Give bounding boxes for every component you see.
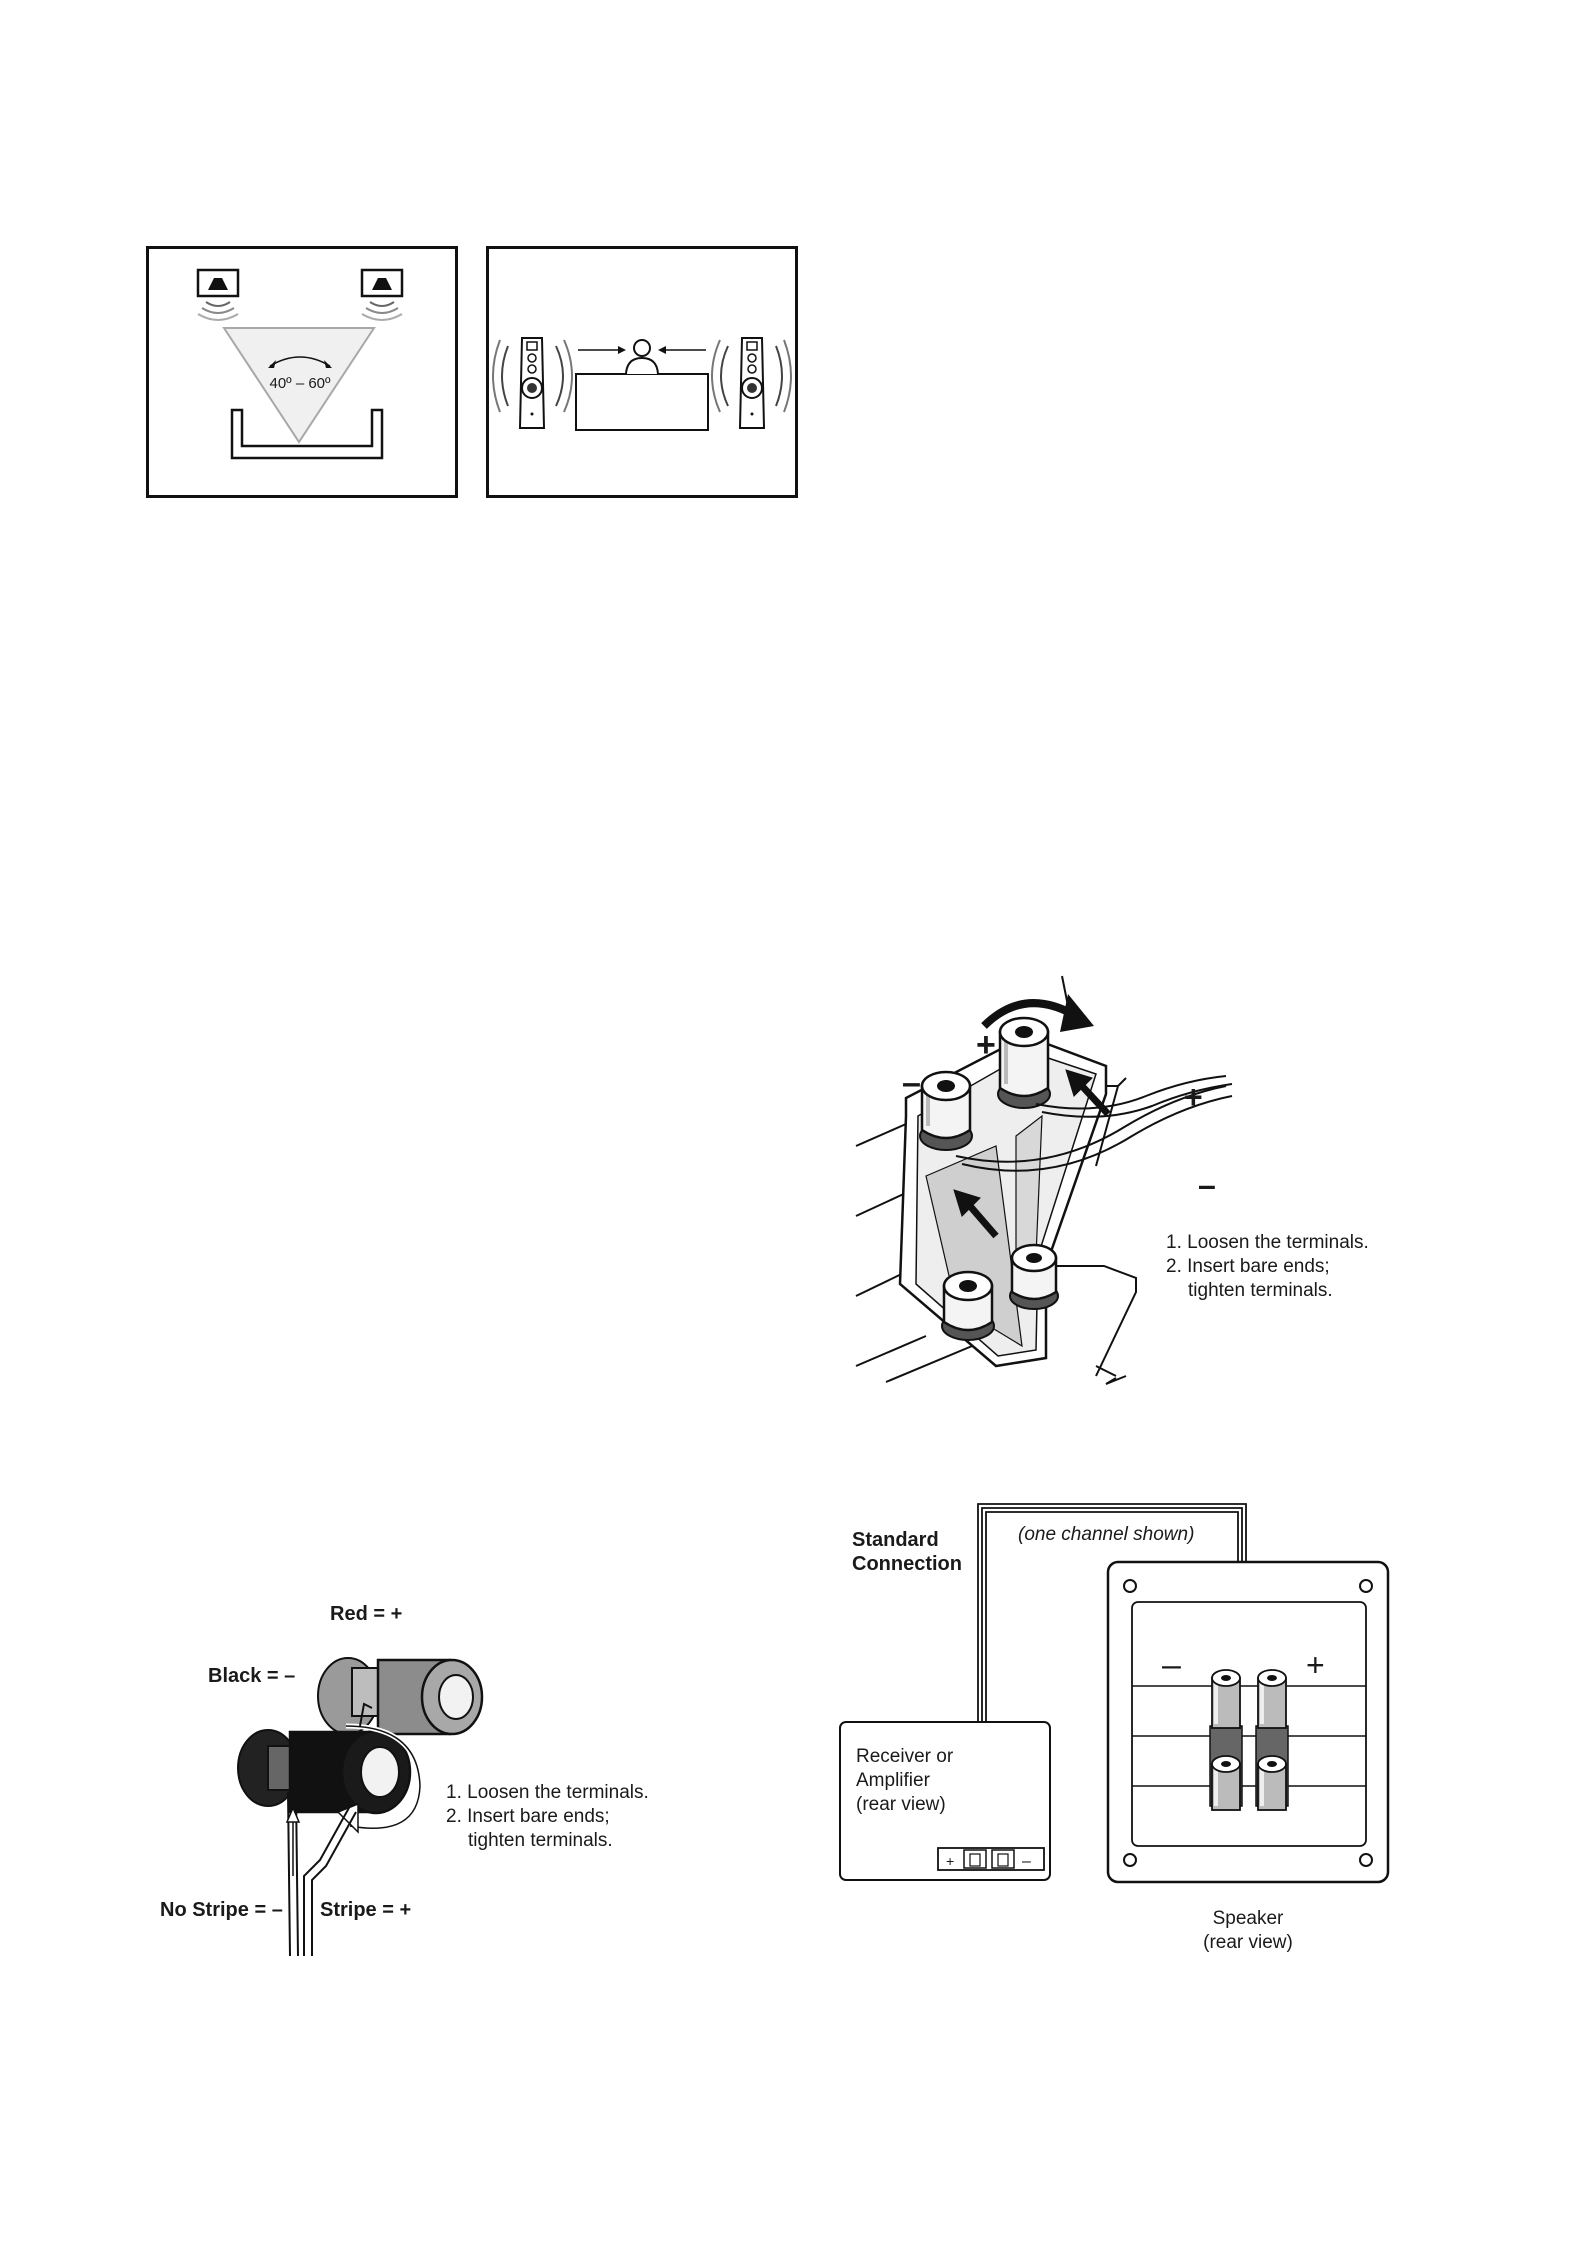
- desk: [576, 374, 708, 430]
- standard-connection-diagram: [836, 1486, 1396, 1966]
- speaker-positive-top-post: [1258, 1670, 1286, 1728]
- receiver-line2: Amplifier: [856, 1770, 930, 1791]
- wire-plus-label: +: [1184, 1079, 1203, 1115]
- connection-subtitle: (one channel shown): [1018, 1524, 1195, 1545]
- black-negative-post: [238, 1726, 420, 1832]
- angle-label: 40º – 60º: [269, 375, 331, 392]
- placement-front-view-diagram: [486, 246, 798, 498]
- step-2-b: 2. Insert bare ends;: [446, 1806, 610, 1827]
- step-1: 1. Loosen the terminals.: [1166, 1232, 1369, 1253]
- receiver-minus: –: [1022, 1853, 1031, 1870]
- step-2-cont: tighten terminals.: [1188, 1280, 1333, 1301]
- receiver-plus: +: [946, 1853, 955, 1869]
- red-positive-post: [318, 1658, 482, 1734]
- bottom-negative-post: [942, 1272, 994, 1340]
- connection-title-line2: Connection: [852, 1553, 962, 1575]
- receiver-line3: (rear view): [856, 1794, 946, 1815]
- stripe-label: Stripe = +: [320, 1899, 412, 1921]
- top-negative-post: [920, 1072, 972, 1150]
- step-2-cont-b: tighten terminals.: [468, 1830, 613, 1851]
- red-label: Red = +: [330, 1603, 403, 1625]
- speaker-caption-line2: (rear view): [1203, 1932, 1293, 1953]
- wire-minus-label: –: [1198, 1167, 1216, 1203]
- color-coded-terminal-diagram: [150, 1576, 710, 1956]
- binding-post-terminal-diagram: [846, 966, 1406, 1396]
- bottom-positive-post: [1010, 1245, 1058, 1309]
- speaker-caption-line1: Speaker: [1212, 1908, 1284, 1929]
- connection-title-line1: Standard: [852, 1529, 939, 1551]
- top-positive-post: [998, 1018, 1050, 1108]
- speaker-positive-bottom-post: [1258, 1756, 1286, 1810]
- receiver-line1: Receiver or: [856, 1746, 954, 1767]
- speaker-negative-bottom-post: [1212, 1756, 1240, 1810]
- no-stripe-label: No Stripe = –: [160, 1899, 283, 1921]
- step-2: 2. Insert bare ends;: [1166, 1256, 1330, 1277]
- speaker-minus-label: –: [1162, 1646, 1181, 1684]
- black-label: Black = –: [208, 1665, 296, 1687]
- terminal-plus-label: +: [976, 1026, 996, 1064]
- step-1-b: 1. Loosen the terminals.: [446, 1782, 649, 1803]
- placement-top-view-diagram: [146, 246, 458, 498]
- speaker-negative-top-post: [1212, 1670, 1240, 1728]
- speaker-plus-label: +: [1306, 1647, 1325, 1683]
- terminal-minus-label: –: [902, 1064, 921, 1102]
